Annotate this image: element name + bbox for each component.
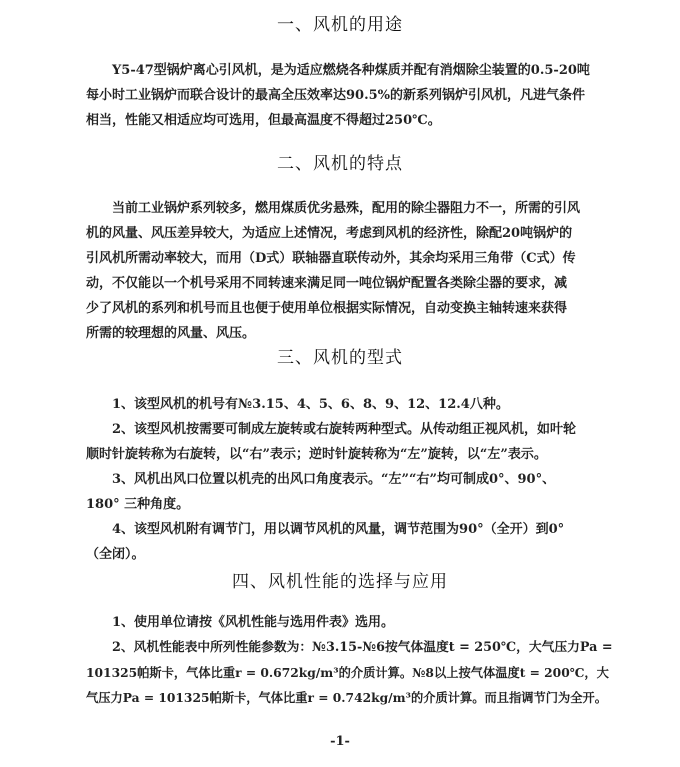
text-line: 少了风机的系列和机号而且也便于使用单位根据实际情况，自动变换主轴转速来获得 [86, 301, 568, 316]
page-number: -1- [330, 734, 350, 749]
text-line: 2、风机性能表中所列性能参数为：№3.15-№6按气体温度t = 250℃，大气压力Pa = [112, 640, 613, 655]
text-line: 相当，性能又相适应均可选用，但最高温度不得超过250℃。 [86, 113, 441, 128]
text-line: 4、该型风机附有调节门，用以调节风机的风量，调节范围为90°（全开）到0° [112, 522, 565, 537]
section-2-title: 二、风机的特点 [277, 154, 403, 174]
section-1-title: 一、风机的用途 [277, 15, 403, 35]
text-line: 气压力Pa = 101325帕斯卡，气体比重r = 0.742kg/m³的介质计算。而且指调节门为全开。 [86, 690, 607, 705]
text-line: Y5-47型锅炉离心引风机，是为适应燃烧各种煤质并配有消烟除尘装置的0.5-20吨 [112, 63, 590, 78]
text-line: （全闭）。 [86, 547, 145, 562]
text-line: 每小时工业锅炉而联合设计的最高全压效率达90.5%的新系列锅炉引风机，凡进气条件 [86, 88, 586, 103]
section-1-body [86, 58, 616, 133]
text-line: 180° 三种角度。 [86, 497, 190, 512]
section-3-body [86, 392, 616, 567]
text-line: 顺时针旋转称为右旋转，以“右”表示；逆时针旋转称为“左”旋转，以“左”表示。 [86, 447, 547, 462]
text-line: 机的风量、风压差异较大，为适应上述情况，考虑到风机的经济性，除配20吨锅炉的 [86, 226, 573, 241]
text-line: 动，不仅能以一个机号采用不同转速来满足同一吨位锅炉配置各类除尘器的要求，减 [86, 276, 568, 291]
section-2-body [86, 196, 616, 346]
text-line: 1、该型风机的机号有№3.15、4、5、6、8、9、12、12.4八种。 [112, 397, 509, 412]
text-line: 3、风机出风口位置以机壳的出风口角度表示。“左”“右”均可制成0°、90°、 [112, 472, 556, 487]
text-line: 所需的较理想的风量、风压。 [86, 326, 256, 341]
text-line: 当前工业锅炉系列较多，燃用煤质优劣悬殊，配用的除尘器阻力不一，所需的引风 [112, 201, 581, 216]
text-line: 2、该型风机按需要可制成左旋转或右旋转两种型式。从传动组正视风机，如叶轮 [112, 422, 577, 437]
text-line: 101325帕斯卡，气体比重r = 0.672kg/m³的介质计算。№8以上按气体温度t = 200℃，大 [86, 665, 609, 680]
section-3-title: 三、风机的型式 [277, 348, 403, 368]
text-line: 引风机所需动率较大，而用（D式）联轴器直联传动外，其余均采用三角带（C式）传 [86, 251, 576, 266]
section-4-body [86, 610, 616, 710]
text-line: 1、使用单位请按《风机性能与选用件表》选用。 [112, 615, 395, 630]
section-4-title: 四、风机性能的选择与应用 [232, 572, 448, 592]
